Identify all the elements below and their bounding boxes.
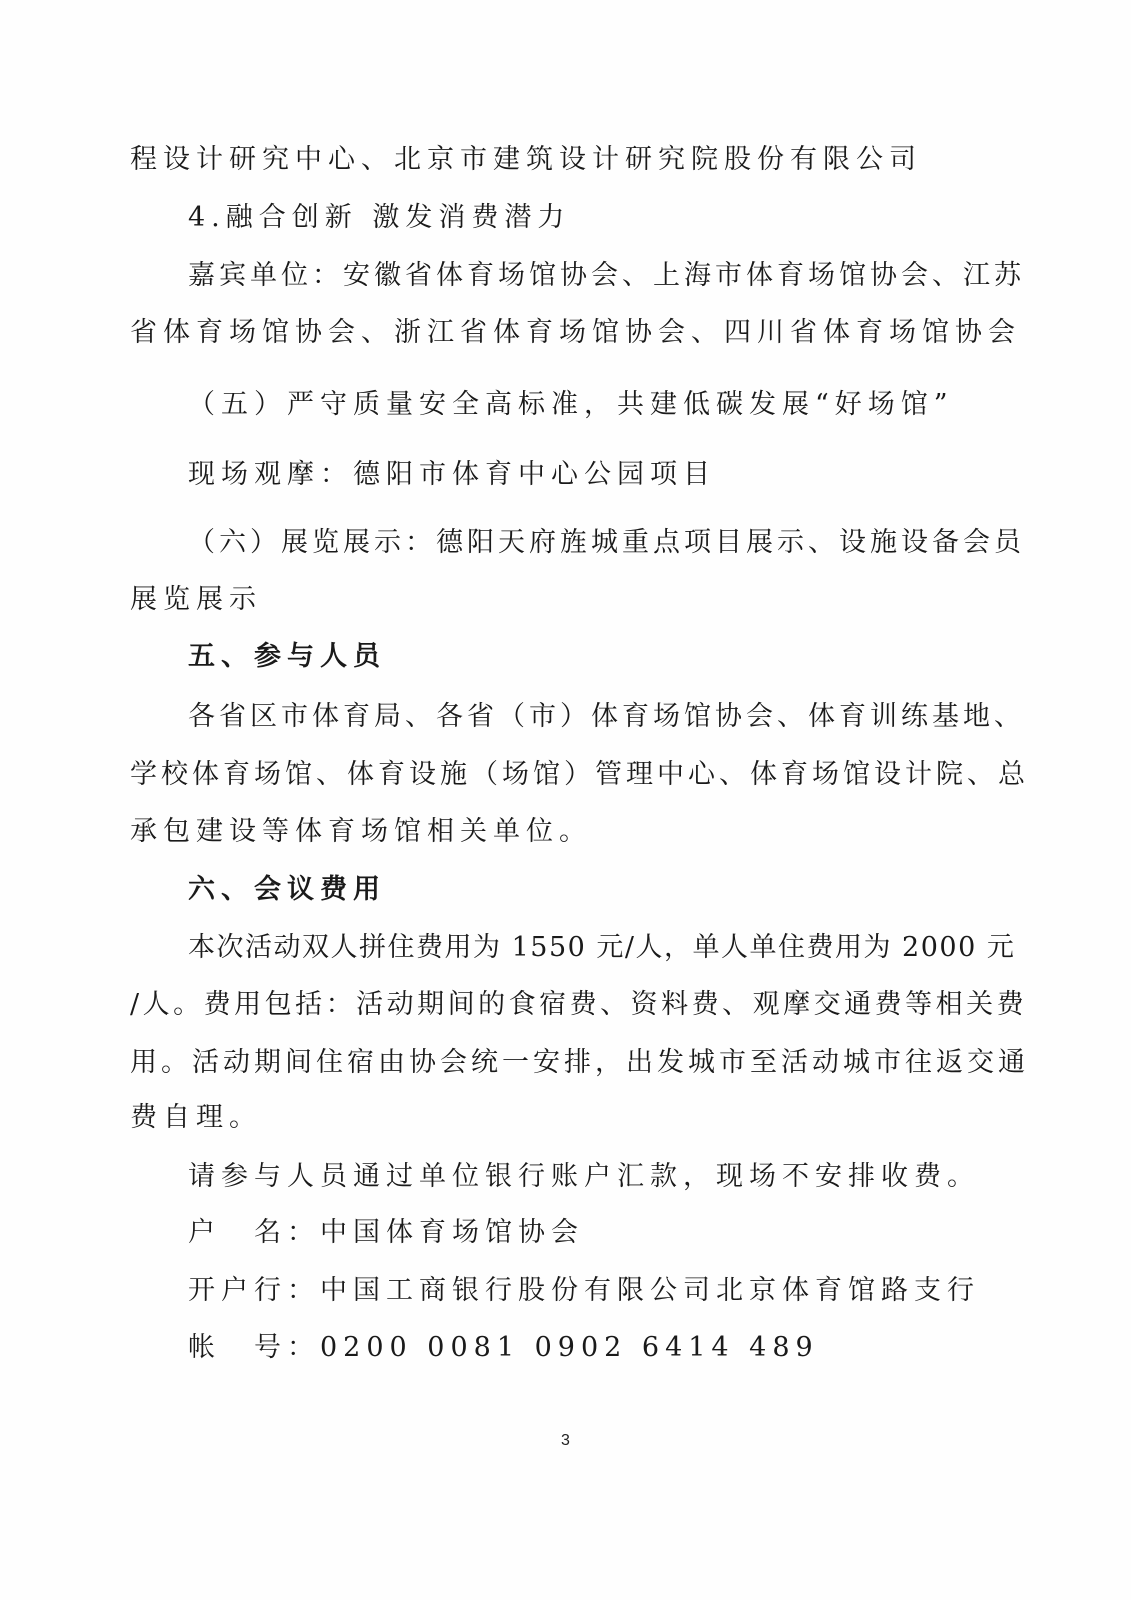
section-heading: 六、会议费用 bbox=[188, 874, 386, 905]
text-line: 用。活动期间住宿由协会统一安排，出发城市至活动城市往返交通 bbox=[130, 1047, 1029, 1078]
section-heading: 五、参与人员 bbox=[188, 641, 386, 672]
page-number: 3 bbox=[561, 1432, 570, 1449]
text-line: 展览展示 bbox=[130, 584, 262, 615]
text-line: 省体育场馆协会、浙江省体育场馆协会、四川省体育场馆协会 bbox=[130, 317, 1021, 348]
text-line: 嘉宾单位：安徽省体育场馆协会、上海市体育场馆协会、江苏 bbox=[188, 260, 1025, 291]
bank-line: 开户行：中国工商银行股份有限公司北京体育馆路支行 bbox=[188, 1275, 980, 1306]
text-line: 现场观摩：德阳市体育中心公园项目 bbox=[188, 459, 716, 490]
account-name-line: 户 名：中国体育场馆协会 bbox=[188, 1217, 584, 1248]
subsection-heading: （六）展览展示：德阳天府旌城重点项目展示、设施设备会员 bbox=[188, 527, 1025, 558]
text-line: 各省区市体育局、各省（市）体育场馆协会、体育训练基地、 bbox=[188, 701, 1025, 732]
text-line: 费自理。 bbox=[130, 1102, 262, 1133]
text-line: 本次活动双人拼住费用为 1550 元/人，单人单住费用为 2000 元 bbox=[188, 932, 1016, 963]
text-line: 程设计研究中心、北京市建筑设计研究院股份有限公司 bbox=[130, 144, 922, 175]
text-line: 请参与人员通过单位银行账户汇款，现场不安排收费。 bbox=[188, 1161, 980, 1192]
account-number-line: 帐 号：0200 0081 0902 6414 489 bbox=[188, 1332, 819, 1363]
text-line: /人。费用包括：活动期间的食宿费、资料费、观摩交通费等相关费 bbox=[130, 989, 1028, 1020]
subsection-heading: 4.融合创新 激发消费潜力 bbox=[188, 202, 571, 233]
subsection-heading: （五）严守质量安全高标准，共建低碳发展“好场馆” bbox=[188, 389, 954, 420]
text-line: 承包建设等体育场馆相关单位。 bbox=[130, 816, 592, 847]
text-line: 学校体育场馆、体育设施（场馆）管理中心、体育场馆设计院、总 bbox=[130, 759, 1029, 790]
